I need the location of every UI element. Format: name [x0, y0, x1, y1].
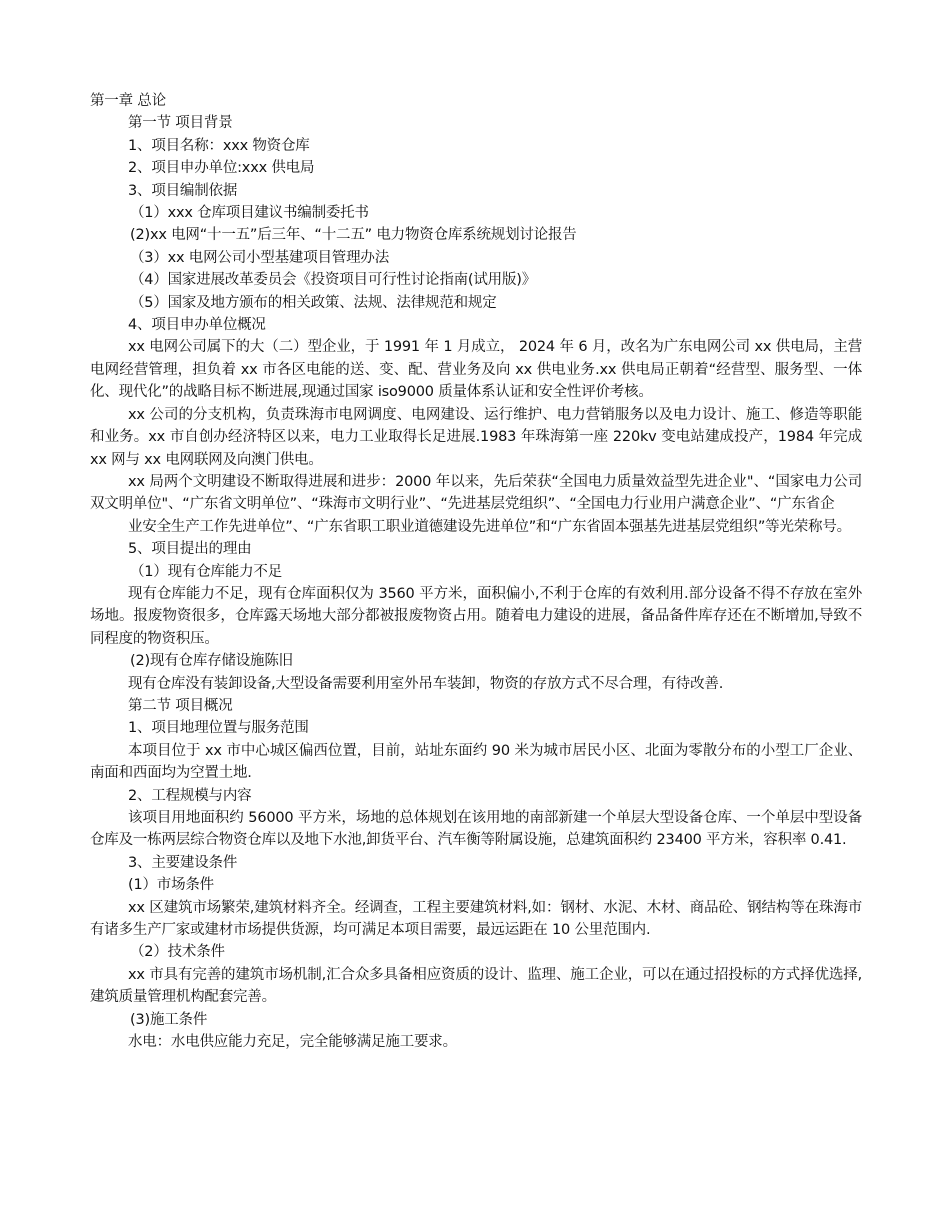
list-item: 1、项目地理位置与服务范围 [128, 720, 309, 737]
list-item: 3、主要建设条件 [128, 854, 238, 871]
list-item: 2、工程规模与内容 [128, 787, 252, 804]
sub-list-item: （4）国家进展改革委员会《投资项目可行性讨论指南(试用版)》 [130, 272, 537, 289]
list-item: 4、项目申办单位概况 [128, 317, 266, 334]
paragraph: 现有仓库没有装卸设备,大型设备需要利用室外吊车装卸，物资的存放方式不尽合理，有待改善. [128, 675, 724, 692]
section-title: 第一节 项目背景 [128, 115, 233, 132]
sub-list-item: (2)xx 电网“十一五”后三年、“十二五” 电力物资仓库系统规划讨论报告 [130, 227, 577, 244]
section-title: 第二节 项目概况 [128, 697, 233, 714]
sub-list-item: （3）xx 电网公司小型基建项目管理办法 [130, 249, 389, 266]
list-item: 2、项目申办单位:xxx 供电局 [128, 160, 315, 177]
paragraph: 现有仓库能力不足，现有仓库面积仅为 3560 平方米，面积偏小,不利于仓库的有效利用.部分设备不得不存放在室外场地。报废物资很多，仓库露天场地大部分都被报废物资占用。随着电力建设的进展，备品备件库存还在不断增加,导致不同程度的物资积压。 [90, 585, 862, 647]
document-body [90, 90, 862, 1053]
chapter-title: 第一章 总论 [90, 93, 166, 109]
sub-list-item: （2）技术条件 [130, 944, 225, 961]
paragraph: xx 市具有完善的建筑市场机制,汇合众多具备相应资质的设计、监理、施工企业，可以在通过招投标的方式择优选择,建筑质量管理机构配套完善。 [90, 966, 862, 1006]
list-item: 5、项目提出的理由 [128, 541, 252, 558]
sub-list-item: (3)施工条件 [130, 1011, 208, 1028]
sub-list-item: （1）现有仓库能力不足 [130, 563, 283, 580]
paragraph: 该项目用地面积约 56000 平方米，场地的总体规划在该用地的南部新建一个单层大型设备仓库、一个单层中型设备仓库及一栋两层综合物资仓库以及地下水池,卸货平台、汽车衡等附属设施，总建筑面积约 23400 平方米，容积率 0.41. [90, 810, 862, 849]
paragraph: xx 区建筑市场繁荣,建筑材料齐全。经调查，工程主要建筑材料,如：钢材、水泥、木材、商品砼、钢结构等在珠海市有诸多生产厂家或建材市场提供货源，均可满足本项目需要，最远运距在 10 公里范围内. [90, 899, 862, 939]
paragraph: 本项目位于 xx 市中心城区偏西位置，目前，站址东面约 90 米为城市居民小区、北面为零散分布的小型工厂企业、南面和西面均为空置土地. [90, 742, 862, 782]
paragraph: xx 电网公司属下的大（二）型企业，于 1991 年 1 月成立， 2024 年 6 月，改名为广东电网公司 xx 供电局，主营电网经营管理，担负着 xx 市各区电能的送、变、配、营业务及向 xx 供电业务.xx 供电局正朝着“经营型、服务型、一体化、现代化”的战略目标不断进展,现通过国家 iso9000 质量体系认证和安全性评价考核。 [90, 339, 862, 401]
sub-list-item: （5）国家及地方颁布的相关政策、法规、法律规范和规定 [130, 294, 497, 311]
paragraph: xx 公司的分支机构，负责珠海市电网调度、电网建设、运行维护、电力营销服务以及电力设计、施工、修造等职能和业务。xx 市自创办经济特区以来，电力工业取得长足进展.1983 年珠海第一座 220kv 变电站建成投产，1984 年完成 xx 网与 xx 电网联网及向澳门供电。 [90, 406, 862, 468]
paragraph: 业安全生产工作先进单位”、“广东省职工职业道德建设先进单位”和“广东省固本强基先进基层党组织”等光荣称号。 [128, 518, 851, 535]
paragraph: xx 局两个文明建设不断取得进展和进步：2000 年以来，先后荣获“全国电力质量效益型先进企业"、“国家电力公司双文明单位"、“广东省文明单位”、“珠海市文明行业”、“先进基层党组织”、“全国电力行业用户满意企业”、“广东省企 [90, 473, 862, 513]
sub-list-item: (1）市场条件 [128, 877, 214, 894]
sub-list-item: （1）xxx 仓库项目建议书编制委托书 [130, 205, 369, 222]
list-item: 3、项目编制依据 [128, 182, 238, 199]
list-item: 1、项目名称：xxx 物资仓库 [128, 137, 310, 154]
paragraph: 水电：水电供应能力充足，完全能够满足施工要求。 [128, 1034, 457, 1051]
sub-list-item: (2)现有仓库存储设施陈旧 [130, 653, 293, 670]
